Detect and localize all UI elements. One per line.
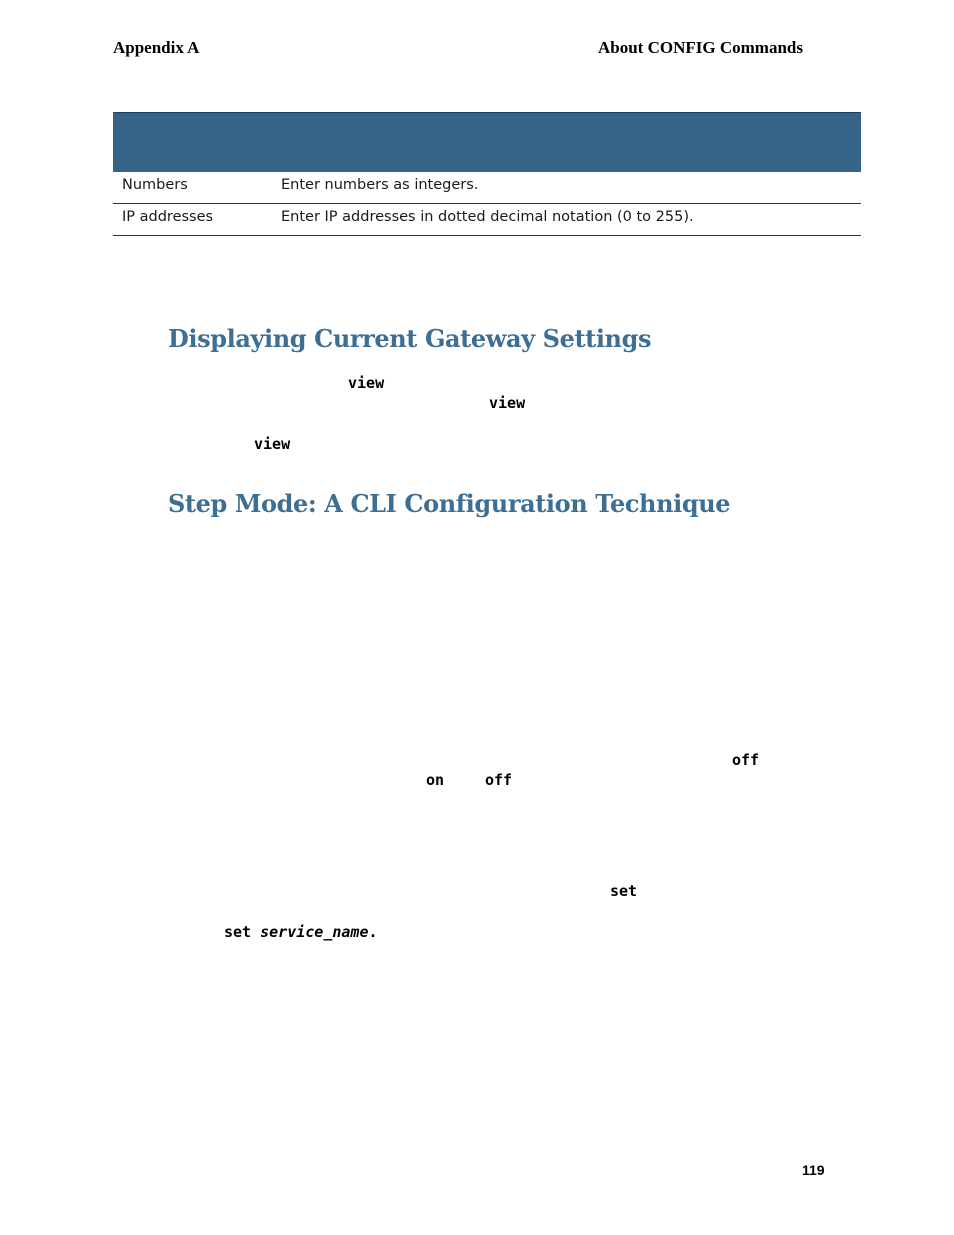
code-off: off — [732, 751, 760, 769]
data-types-table — [113, 112, 861, 236]
section-heading-displaying-settings: Displaying Current Gateway Settings — [168, 324, 652, 353]
code-set-service-name — [224, 923, 378, 941]
code-on: on — [426, 771, 445, 789]
table-header — [113, 113, 861, 172]
table-row — [113, 204, 861, 236]
code-period: . — [368, 923, 378, 941]
table-cell-description: Enter IP addresses in dotted decimal notation (0 to 255). — [281, 209, 694, 225]
code-set: set — [610, 882, 638, 900]
page-header-right: About CONFIG Commands — [598, 38, 803, 57]
table-cell-type: Numbers — [122, 177, 188, 193]
code-view: view — [348, 374, 385, 392]
table-row — [113, 172, 861, 204]
code-view: view — [489, 394, 526, 412]
code-service-name: service_name — [260, 923, 369, 941]
page-header-left: Appendix A — [113, 38, 200, 57]
code-off: off — [485, 771, 513, 789]
table-cell-type: IP addresses — [122, 209, 214, 225]
code-view: view — [254, 435, 291, 453]
section-heading-step-mode: Step Mode: A CLI Configuration Technique — [168, 489, 731, 518]
table-cell-description: Enter numbers as integers. — [281, 177, 479, 193]
page-number: 119 — [802, 1162, 825, 1178]
code-set: set — [224, 923, 252, 941]
